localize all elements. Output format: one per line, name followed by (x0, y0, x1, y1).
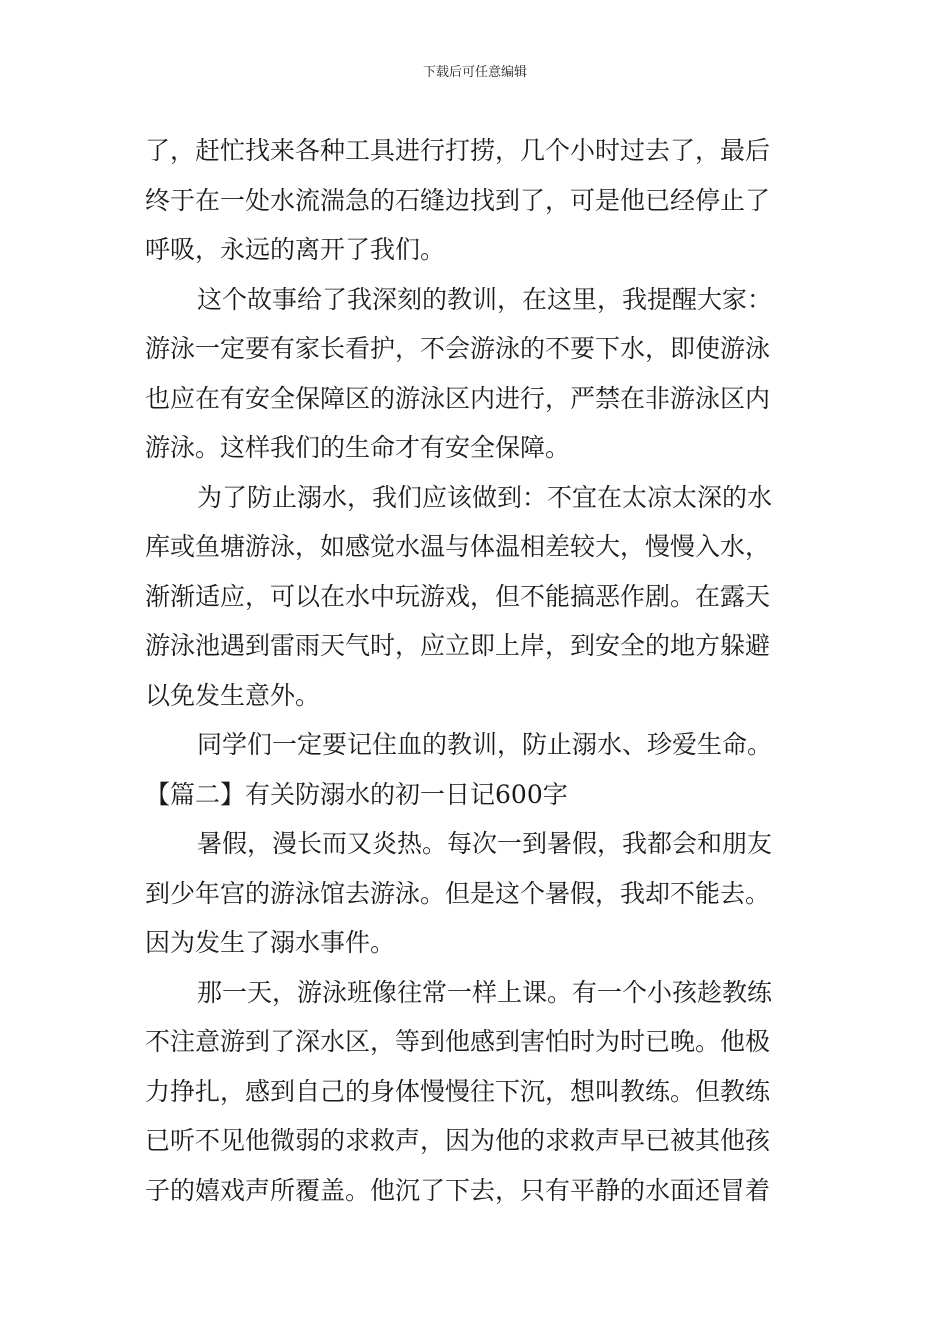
text-line: 这个故事给了我深刻的教训，在这里，我提醒大家： (197, 284, 773, 314)
text-line: 渐渐适应，可以在水中玩游戏，但不能搞恶作剧。在露天 (145, 581, 771, 611)
text-line: 游泳一定要有家长看护，不会游泳的不要下水，即使游泳 (145, 334, 771, 363)
text-line: 为了防止溺水，我们应该做到：不宜在太凉太深的水 (197, 482, 773, 512)
text-line: 已听不见他微弱的求救声，因为他的求救声早已被其他孩 (145, 1126, 771, 1155)
document-body (145, 126, 810, 1215)
text-line: 力挣扎，感到自己的身体慢慢往下沉，想叫教练。但教练 (145, 1076, 771, 1106)
text-line: 因为发生了溺水事件。 (145, 928, 396, 957)
text-line: 游泳池遇到雷雨天气时，应立即上岸，到安全的地方躲避 (145, 631, 771, 660)
text-line: 到少年宫的游泳馆去游泳。但是这个暑假，我却不能去。 (145, 878, 771, 908)
text-line: 库或鱼塘游泳，如感觉水温与体温相差较大，慢慢入水， (145, 532, 771, 561)
text-line: 以免发生意外。 (145, 680, 321, 710)
page-header: 下载后可任意编辑 (422, 65, 527, 80)
text-line: 呼吸，永远的离开了我们。 (145, 235, 446, 264)
text-line: 终于在一处水流湍急的石缝边找到了，可是他已经停止了 (145, 185, 771, 215)
text-line: 那一天，游泳班像往常一样上课。有一个小孩趁教练 (197, 977, 773, 1007)
text-line: 不注意游到了深水区，等到他感到害怕时为时已晚。他极 (145, 1027, 771, 1056)
text-line: 同学们一定要记住血的教训，防止溺水、珍爱生命。 (197, 730, 773, 759)
section-heading: 【篇二】有关防溺水的初一日记600字 (145, 779, 568, 809)
text-line: 也应在有安全保障区的游泳区内进行，严禁在非游泳区内 (145, 383, 771, 413)
text-line: 暑假，漫长而又炎热。每次一到暑假，我都会和朋友 (197, 829, 773, 858)
text-line: 子的嬉戏声所覆盖。他沉了下去，只有平静的水面还冒着 (145, 1175, 771, 1205)
text-line: 了，赶忙找来各种工具进行打捞，几个小时过去了，最后 (145, 136, 771, 165)
text-line: 游泳。这样我们的生命才有安全保障。 (145, 433, 571, 462)
